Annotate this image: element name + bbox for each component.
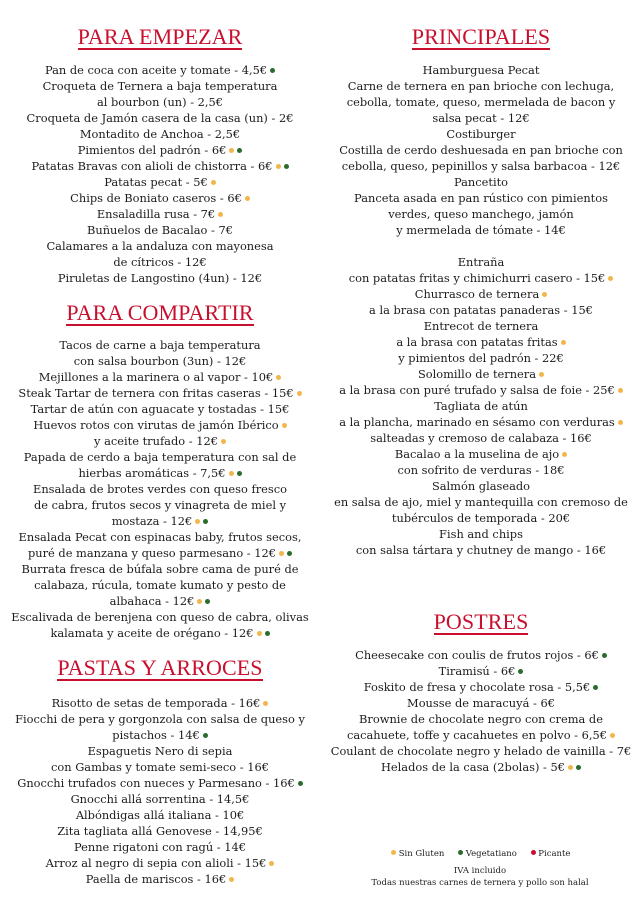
menu-line (322, 174, 640, 190)
section-heading-para-compartir: PARA COMPARTIR (66, 300, 254, 325)
gluten-free-dot-icon (257, 631, 262, 636)
menu-line (0, 465, 320, 481)
menu-line (0, 254, 320, 270)
vegetarian-dot-icon (593, 685, 598, 690)
menu-line (0, 743, 320, 759)
menu-line (322, 414, 640, 430)
vegetarian-dot-icon (205, 599, 210, 604)
vegetarian-dot-icon (270, 68, 275, 73)
gluten-free-dot-icon (618, 388, 623, 393)
gluten-free-dot-icon (568, 765, 573, 770)
menu-line-text: kalamata y aceite de orégano - 12€ (50, 626, 254, 640)
menu-line-text: Mousse de maracuyá - 6€ (407, 696, 555, 710)
menu-line-text: a la brasa con puré trufado y salsa de foie - 25€ (339, 383, 615, 397)
footer-halal: Todas nuestras carnes de ternera y pollo son halal (371, 878, 589, 888)
menu-line (0, 481, 320, 497)
menu-line-text: pistachos - 14€ (112, 728, 200, 742)
menu-line-text: con sofrito de verduras - 18€ (397, 463, 565, 477)
menu-line (0, 62, 320, 78)
vegetarian-dot-icon (458, 850, 463, 855)
menu-line (0, 417, 320, 433)
menu-line-text: con salsa bourbon (3un) - 12€ (73, 354, 247, 368)
menu-line (322, 350, 640, 366)
gluten-free-dot-icon (245, 196, 250, 201)
menu-line-text: Espaguetis Nero di sepia (87, 744, 233, 758)
gluten-free-dot-icon (276, 375, 281, 380)
section-principales (322, 62, 640, 558)
menu-line (322, 126, 640, 142)
menu-line-text: cebolla, queso, pepinillos y salsa barbacoa - 12€ (341, 159, 621, 173)
menu-line (0, 561, 320, 577)
section-postres (322, 647, 640, 775)
spicy-dot-icon (531, 850, 536, 855)
legend-spicy-label: Picante (538, 849, 571, 859)
menu-line-text: tubérculos de temporada - 20€ (391, 511, 571, 525)
menu-line (322, 695, 640, 711)
menu-line (322, 526, 640, 542)
menu-line-text: Risotto de setas de temporada - 16€ (51, 696, 261, 710)
legend-gluten-free (388, 849, 444, 859)
menu-line-text: Croqueta de Ternera a baja temperatura (42, 79, 278, 93)
menu-line (0, 823, 320, 839)
legend-vegetarian-label: Vegetatiano (465, 849, 517, 859)
menu-line-text: Tagliata de atún (434, 399, 528, 413)
section-para-empezar (0, 62, 320, 286)
menu-line (0, 545, 320, 561)
menu-line (0, 529, 320, 545)
menu-line (322, 743, 640, 759)
menu-line (322, 158, 640, 174)
menu-line (322, 334, 640, 350)
menu-line (0, 401, 320, 417)
menu-line-text: a la brasa con patatas panaderas - 15€ (369, 303, 593, 317)
menu-line-text: Coulant de chocolate negro y helado de vainilla - 7€ (330, 744, 632, 758)
menu-line (0, 449, 320, 465)
menu-line (322, 78, 640, 94)
menu-line-text: cebolla, tomate, queso, mermelada de bacon y (346, 95, 616, 109)
gluten-free-dot-icon (610, 733, 615, 738)
gluten-free-dot-icon (218, 212, 223, 217)
menu-line (322, 254, 640, 270)
menu-line (0, 711, 320, 727)
vegetarian-dot-icon (576, 765, 581, 770)
menu-line-text: Pancetito (453, 175, 509, 189)
menu-line-text: albahaca - 12€ (109, 594, 195, 608)
menu-line-text: Penne rigatoni con ragú - 14€ (73, 840, 247, 854)
menu-line-text: Pan de coca con aceite y tomate - 4,5€ (44, 63, 268, 77)
gluten-free-dot-icon (269, 861, 274, 866)
menu-line-text: Gnocchi trufados con nueces y Parmesano - 16€ (17, 776, 295, 790)
menu-line-text: Calamares a la andaluza con mayonesa (46, 239, 274, 253)
menu-line-text: Panceta asada en pan rústico con pimientos (354, 191, 608, 205)
menu-line (0, 385, 320, 401)
menu-line-text: Arroz al negro di sepia con alioli - 15€ (45, 856, 267, 870)
menu-line (322, 542, 640, 558)
gluten-free-dot-icon (562, 452, 567, 457)
menu-line (0, 433, 320, 449)
menu-line-text: Hamburguesa Pecat (422, 63, 540, 77)
menu-line-text: con salsa tártara y chutney de mango - 16€ (355, 543, 607, 557)
section-pastas-y-arroces (0, 695, 320, 887)
vegetarian-dot-icon (602, 653, 607, 658)
vegetarian-dot-icon (265, 631, 270, 636)
menu-line-text: de cítricos - 12€ (113, 255, 207, 269)
menu-line-text: Pimientos del padrón - 6€ (77, 143, 227, 157)
menu-line (322, 727, 640, 743)
menu-line-text: Churrasco de ternera (414, 287, 540, 301)
menu-line (322, 679, 640, 695)
menu-line-text: de cabra, frutos secos y vinagreta de miel y (33, 498, 287, 512)
menu-line (322, 494, 640, 510)
gluten-free-dot-icon (608, 276, 613, 281)
menu-line (0, 593, 320, 609)
menu-line (0, 791, 320, 807)
gluten-free-dot-icon (195, 519, 200, 524)
menu-line-text: Albóndigas allá italiana - 10€ (75, 808, 245, 822)
menu-line-text: Carne de ternera en pan brioche con lechuga, (347, 79, 615, 93)
menu-line-text: y mermelada de tómate - 14€ (396, 223, 566, 237)
menu-line-text: Patatas Bravas con alioli de chistorra - 6€ (31, 159, 273, 173)
menu-line (322, 238, 640, 254)
menu-line-text: Chips de Boniato caseros - 6€ (70, 191, 242, 205)
menu-line-text: Papada de cerdo a baja temperatura con sal de (23, 450, 297, 464)
menu-line-text: Entraña (457, 255, 505, 269)
gluten-free-dot-icon (561, 340, 566, 345)
menu-line (0, 174, 320, 190)
menu-line (322, 647, 640, 663)
vegetarian-dot-icon (237, 148, 242, 153)
menu-line (322, 366, 640, 382)
menu-line-text: a la plancha, marinado en sésamo con verduras (339, 415, 615, 429)
menu-line-text: Fish and chips (439, 527, 523, 541)
menu-line (0, 78, 320, 94)
gluten-free-dot-icon (229, 148, 234, 153)
menu-line (0, 222, 320, 238)
menu-line (0, 238, 320, 254)
menu-line (322, 318, 640, 334)
menu-line (0, 775, 320, 791)
menu-line-text: Tacos de carne a baja temperatura (59, 338, 261, 352)
menu-line (322, 711, 640, 727)
menu-line (322, 142, 640, 158)
menu-line-text: Salmón glaseado (431, 479, 531, 493)
menu-line-text: Solomillo de ternera (417, 367, 537, 381)
menu-line (322, 510, 640, 526)
menu-line-text: con Gambas y tomate semi-seco - 16€ (51, 760, 269, 774)
menu-line (0, 110, 320, 126)
menu-line-text: Gnocchi allá sorrentina - 14,5€ (70, 792, 250, 806)
menu-line-text: puré de manzana y queso parmesano - 12€ (27, 546, 277, 560)
menu-line (0, 759, 320, 775)
section-para-compartir (0, 337, 320, 641)
menu-line (322, 206, 640, 222)
menu-line (322, 430, 640, 446)
gluten-free-dot-icon (197, 599, 202, 604)
menu-line (322, 663, 640, 679)
menu-line-text: Brownie de chocolate negro con crema de (359, 712, 603, 726)
menu-line (0, 513, 320, 529)
menu-line (322, 759, 640, 775)
menu-line-text: verdes, queso manchego, jamón (388, 207, 574, 221)
menu-line-text: Piruletas de Langostino (4un) - 12€ (57, 271, 263, 285)
menu-line-text: salteadas y cremoso de calabaza - 16€ (370, 431, 592, 445)
menu-line (0, 190, 320, 206)
menu-line (0, 369, 320, 385)
menu-line-text: Huevos rotos con virutas de jamón Ibérico (33, 418, 279, 432)
gluten-free-dot-icon (276, 164, 281, 169)
menu-line (322, 462, 640, 478)
section-heading-pastas-y-arroces: PASTAS Y ARROCES (57, 655, 263, 680)
menu-line (0, 158, 320, 174)
footer-iva: IVA incluido (453, 866, 507, 876)
menu-line (0, 577, 320, 593)
menu-line-text: Bacalao a la muselina de ajo (394, 447, 560, 461)
vegetarian-dot-icon (203, 519, 208, 524)
menu-line (0, 855, 320, 871)
menu-line (322, 478, 640, 494)
gluten-free-dot-icon (297, 391, 302, 396)
menu-line-text: Steak Tartar de ternera con fritas caseras - 15€ (18, 386, 294, 400)
section-heading-principales: PRINCIPALES (411, 24, 551, 49)
menu-line-text: Escalivada de berenjena con queso de cabra, olivas (11, 610, 309, 624)
gluten-free-dot-icon (542, 292, 547, 297)
menu-line-text: Mejillones a la marinera o al vapor - 10€ (38, 370, 274, 384)
menu-line (322, 302, 640, 318)
menu-line-text: Montadito de Anchoa - 2,5€ (79, 127, 241, 141)
menu-line (0, 807, 320, 823)
menu-line-text: cacahuete, toffe y cacahuetes en polvo - 6,5€ (346, 728, 608, 742)
menu-line-text: calabaza, rúcula, tomate kumato y pesto de (34, 578, 286, 592)
menu-line-text: Zita tagliata allá Genovese - 14,95€ (57, 824, 263, 838)
menu-line (0, 337, 320, 353)
menu-line (0, 727, 320, 743)
menu-line (322, 222, 640, 238)
menu-line-text: Buñuelos de Bacalao - 7€ (87, 223, 233, 237)
menu-line (0, 871, 320, 887)
diet-legend (388, 849, 598, 859)
menu-line (0, 206, 320, 222)
vegetarian-dot-icon (287, 551, 292, 556)
menu-line-text: Ensalada de brotes verdes con queso fresco (33, 482, 287, 496)
menu-line (322, 398, 640, 414)
menu-line (0, 94, 320, 110)
menu-line-text: Paella de mariscos - 16€ (85, 872, 227, 886)
menu-line (322, 110, 640, 126)
gluten-free-dot-icon (221, 439, 226, 444)
gluten-free-dot-icon (263, 701, 268, 706)
menu-line (0, 353, 320, 369)
menu-line (322, 382, 640, 398)
gluten-free-dot-icon (229, 471, 234, 476)
menu-line-text: Cheesecake con coulis de frutos rojos - 6€ (355, 648, 599, 662)
gluten-free-dot-icon (229, 877, 234, 882)
menu-line (0, 839, 320, 855)
gluten-free-dot-icon (539, 372, 544, 377)
gluten-free-dot-icon (282, 423, 287, 428)
menu-line-text: salsa pecat - 12€ (432, 111, 530, 125)
menu-line-text: Patatas pecat - 5€ (104, 175, 208, 189)
vegetarian-dot-icon (237, 471, 242, 476)
menu-line-text: mostaza - 12€ (111, 514, 193, 528)
gluten-free-dot-icon (279, 551, 284, 556)
menu-line (0, 497, 320, 513)
menu-line-text: Ensalada Pecat con espinacas baby, frutos secos, (18, 530, 302, 544)
menu-line-text: hierbas aromáticas - 7,5€ (78, 466, 226, 480)
legend-gluten-free-label: Sin Gluten (398, 849, 445, 859)
menu-line (322, 190, 640, 206)
menu-line (0, 142, 320, 158)
menu-line-text: y pimientos del padrón - 22€ (398, 351, 564, 365)
menu-line-text: Foskito de fresa y chocolate rosa - 5,5€ (363, 680, 591, 694)
gluten-free-dot-icon (211, 180, 216, 185)
menu-line-text: Entrecot de ternera (423, 319, 539, 333)
menu-line (0, 625, 320, 641)
vegetarian-dot-icon (284, 164, 289, 169)
menu-line (0, 695, 320, 711)
menu-line-text: y aceite trufado - 12€ (94, 434, 218, 448)
vegetarian-dot-icon (203, 733, 208, 738)
legend-spicy (528, 849, 571, 859)
menu-line (0, 126, 320, 142)
menu-line (322, 446, 640, 462)
menu-line-text: al bourbon (un) - 2,5€ (96, 95, 224, 109)
menu-line-text: Croqueta de Jamón casera de la casa (un) - 2€ (26, 111, 294, 125)
section-heading-para-empezar: PARA EMPEZAR (77, 24, 243, 49)
menu-line-text: Tiramisú - 6€ (438, 664, 516, 678)
menu-line-text: a la brasa con patatas fritas (396, 335, 558, 349)
menu-line-text: con patatas fritas y chimichurri casero - 15€ (348, 271, 606, 285)
gluten-free-dot-icon (618, 420, 623, 425)
menu-line-text: en salsa de ajo, miel y mantequilla con cremoso de (334, 495, 628, 509)
menu-line-text: Costiburger (446, 127, 516, 141)
menu-line (0, 270, 320, 286)
vegetarian-dot-icon (518, 669, 523, 674)
menu-line-text: Tartar de atún con aguacate y tostadas - 15€ (30, 402, 290, 416)
menu-line (322, 270, 640, 286)
menu-line-text: Fiocchi de pera y gorgonzola con salsa de queso y (15, 712, 305, 726)
vegetarian-dot-icon (298, 781, 303, 786)
menu-line (322, 94, 640, 110)
menu-line (322, 62, 640, 78)
menu-line (322, 286, 640, 302)
menu-line-text: Costilla de cerdo deshuesada en pan brioche con (339, 143, 623, 157)
menu-line (0, 609, 320, 625)
menu-line-text: Ensaladilla rusa - 7€ (96, 207, 216, 221)
menu-line-text: Helados de la casa (2bolas) - 5€ (380, 760, 565, 774)
gluten-free-dot-icon (391, 850, 396, 855)
section-heading-postres: POSTRES (433, 609, 529, 634)
menu-line-text: Burrata fresca de búfala sobre cama de puré de (21, 562, 299, 576)
legend-vegetarian (455, 849, 517, 859)
